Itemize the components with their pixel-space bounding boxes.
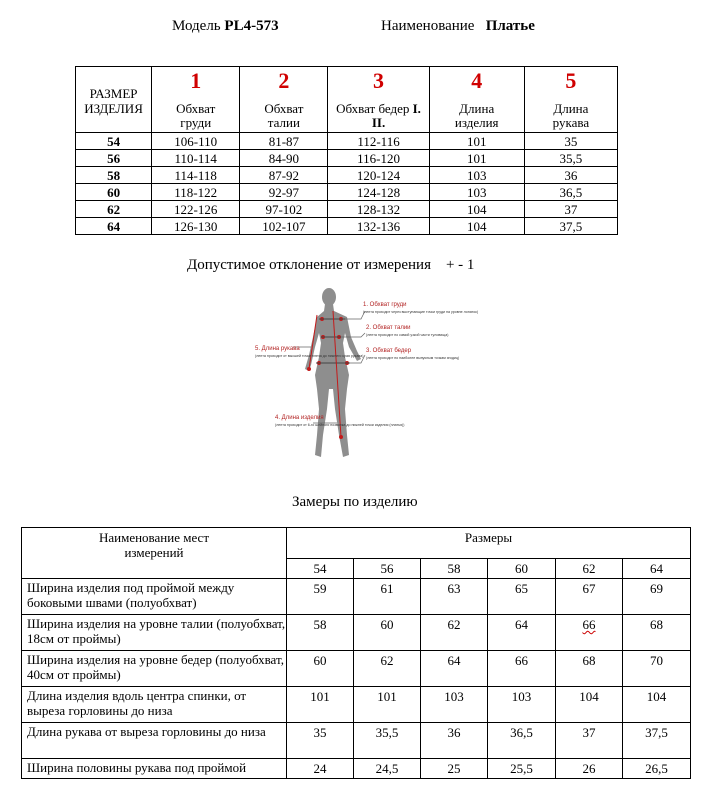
column-number-row [76, 67, 618, 93]
measurement-row [22, 579, 691, 615]
size-value-cell: 122-126 [152, 201, 240, 218]
size-value-cell: 106-110 [152, 133, 240, 150]
size-value-cell: 101 [429, 133, 524, 150]
size-column-header: 58 [421, 559, 488, 579]
measurements-title: Замеры по изделию [292, 494, 418, 510]
measurement-value: 101 [287, 687, 354, 723]
measurement-value: 104 [556, 687, 623, 723]
column-number: 3 [328, 67, 429, 93]
size-column-header: 60 [488, 559, 556, 579]
size-value-cell: 35 [524, 133, 617, 150]
size-value-cell: 104 [429, 218, 524, 235]
measurement-value: 64 [421, 651, 488, 687]
size-value-cell: 116-120 [328, 150, 429, 167]
measurement-row [22, 651, 691, 687]
fig-label-title: 2. Обхват талии [366, 325, 411, 331]
measurement-value: 101 [354, 687, 421, 723]
sizes-header: Размеры [287, 528, 691, 559]
measurement-value: 37 [556, 723, 623, 759]
size-value-cell: 35,5 [524, 150, 617, 167]
model-title [172, 18, 279, 35]
size-row [76, 218, 618, 235]
fig-label-note: (лента проходит от высшей точки плеча до нижнего края рукава) [255, 354, 364, 358]
measurement-value: 25 [421, 759, 488, 779]
measurement-value: 26,5 [623, 759, 691, 779]
size-value-cell: 112-116 [328, 133, 429, 150]
body-silhouette-icon [253, 285, 479, 467]
measurement-row [22, 615, 691, 651]
measurement-value: 37,5 [623, 723, 691, 759]
measurement-value: 104 [623, 687, 691, 723]
size-value-cell: 128-132 [328, 201, 429, 218]
size-value-cell: 92-97 [240, 184, 328, 201]
measurement-value: 68 [623, 615, 691, 651]
size-chart-table [75, 66, 618, 235]
column-label: Длина изделия [429, 92, 524, 133]
size-column-header: 64 [623, 559, 691, 579]
size-corner-header: РАЗМЕР ИЗДЕЛИЯ [76, 67, 152, 133]
size-value-cell: 81-87 [240, 133, 328, 150]
size-column-header: 54 [287, 559, 354, 579]
size-value-cell: 36 [524, 167, 617, 184]
size-value-cell: 101 [429, 150, 524, 167]
size-value-cell: 132-136 [328, 218, 429, 235]
fig-label-note: (лента проходит от 6-го шейного позвонка до нижней точки изделия (платья)) [275, 423, 405, 427]
column-number: 1 [152, 67, 240, 93]
size-cell: 54 [76, 133, 152, 150]
garment-measurements-table [21, 527, 691, 779]
column-label: Обхват груди [152, 92, 240, 133]
column-label-row [76, 92, 618, 133]
size-row [76, 184, 618, 201]
size-value-cell: 124-128 [328, 184, 429, 201]
measurement-value: 60 [354, 615, 421, 651]
measurement-value: 62 [421, 615, 488, 651]
measurement-value: 62 [354, 651, 421, 687]
size-value-cell: 36,5 [524, 184, 617, 201]
measurement-figure [253, 285, 479, 467]
fig-label-title: 3. Обхват бедер [366, 348, 412, 354]
size-value-cell: 126-130 [152, 218, 240, 235]
measurement-name: Длина изделия вдоль центра спинки, от выреза горловины до низа [22, 687, 287, 723]
size-column-header: 62 [556, 559, 623, 579]
size-value-cell: 102-107 [240, 218, 328, 235]
size-value-cell: 103 [429, 167, 524, 184]
measurement-value: 103 [488, 687, 556, 723]
measurement-row [22, 759, 691, 779]
size-value-cell: 104 [429, 201, 524, 218]
name-value: Платье [485, 18, 535, 34]
place-header: Наименование мест измерений [22, 528, 287, 579]
product-name-title [381, 18, 535, 35]
size-row [76, 150, 618, 167]
size-row [76, 201, 618, 218]
size-value-cell: 37 [524, 201, 617, 218]
measurement-value: 64 [488, 615, 556, 651]
model-label: Модель [172, 18, 221, 34]
fig-label-title: 4. Длина изделия [275, 415, 324, 421]
measurement-value: 66 [556, 615, 623, 651]
measurement-row [22, 687, 691, 723]
fig-label-title: 1. Обхват груди [363, 302, 407, 308]
measurement-value: 24,5 [354, 759, 421, 779]
size-cell: 60 [76, 184, 152, 201]
size-value-cell: 114-118 [152, 167, 240, 184]
measurement-value: 65 [488, 579, 556, 615]
measurement-value: 69 [623, 579, 691, 615]
measurement-row [22, 723, 691, 759]
measurement-value: 63 [421, 579, 488, 615]
tolerance-note: Допустимое отклонение от измерения + - 1 [187, 257, 475, 273]
size-cell: 58 [76, 167, 152, 184]
size-value-cell: 118-122 [152, 184, 240, 201]
measurement-value: 24 [287, 759, 354, 779]
measurement-name: Ширина изделия под проймой между боковыми швами (полуобхват) [22, 579, 287, 615]
size-value-cell: 103 [429, 184, 524, 201]
measurement-value: 67 [556, 579, 623, 615]
measurement-value: 25,5 [488, 759, 556, 779]
size-value-cell: 87-92 [240, 167, 328, 184]
measurement-name: Ширина изделия на уровне талии (полуобхват, 18см от проймы) [22, 615, 287, 651]
size-cell: 64 [76, 218, 152, 235]
measurement-value: 36 [421, 723, 488, 759]
column-number: 2 [240, 67, 328, 93]
measurement-name: Ширина половины рукава под проймой [22, 759, 287, 779]
column-label: Обхват талии [240, 92, 328, 133]
size-column-header: 56 [354, 559, 421, 579]
size-value-cell: 97-102 [240, 201, 328, 218]
size-cell: 62 [76, 201, 152, 218]
measurement-value: 36,5 [488, 723, 556, 759]
measurement-value: 70 [623, 651, 691, 687]
measurements-header-row [22, 528, 691, 559]
measurement-value: 61 [354, 579, 421, 615]
measurement-value: 58 [287, 615, 354, 651]
size-value-cell: 120-124 [328, 167, 429, 184]
column-label: Длина рукава [524, 92, 617, 133]
size-cell: 56 [76, 150, 152, 167]
measurement-value: 35 [287, 723, 354, 759]
measurement-value: 26 [556, 759, 623, 779]
model-value: PL4-573 [224, 18, 279, 34]
measurement-value: 60 [287, 651, 354, 687]
column-label: Обхват бедер I. II. [328, 92, 429, 133]
size-value-cell: 110-114 [152, 150, 240, 167]
fig-label-note: (лента проходит через выступающие точки груди на уровне лопаток) [363, 310, 479, 314]
fig-label-note: (лента проходит по самой узкой части туловища) [366, 333, 449, 337]
size-row [76, 167, 618, 184]
size-value-cell: 37,5 [524, 218, 617, 235]
size-value-cell: 84-90 [240, 150, 328, 167]
column-number: 4 [429, 67, 524, 93]
measurement-value: 66 [488, 651, 556, 687]
measurement-value: 59 [287, 579, 354, 615]
measurement-value: 35,5 [354, 723, 421, 759]
name-label: Наименование [381, 18, 475, 34]
measurement-value: 103 [421, 687, 488, 723]
measurement-name: Длина рукава от выреза горловины до низа [22, 723, 287, 759]
measurement-value: 68 [556, 651, 623, 687]
fig-label-note: (лента проходит по наиболее выпуклым точкам ягодиц) [366, 356, 460, 360]
measurement-name: Ширина изделия на уровне бедер (полуобхват, 40см от проймы) [22, 651, 287, 687]
column-number: 5 [524, 67, 617, 93]
size-row [76, 133, 618, 150]
fig-label-title: 5. Длина рукава [255, 346, 300, 352]
